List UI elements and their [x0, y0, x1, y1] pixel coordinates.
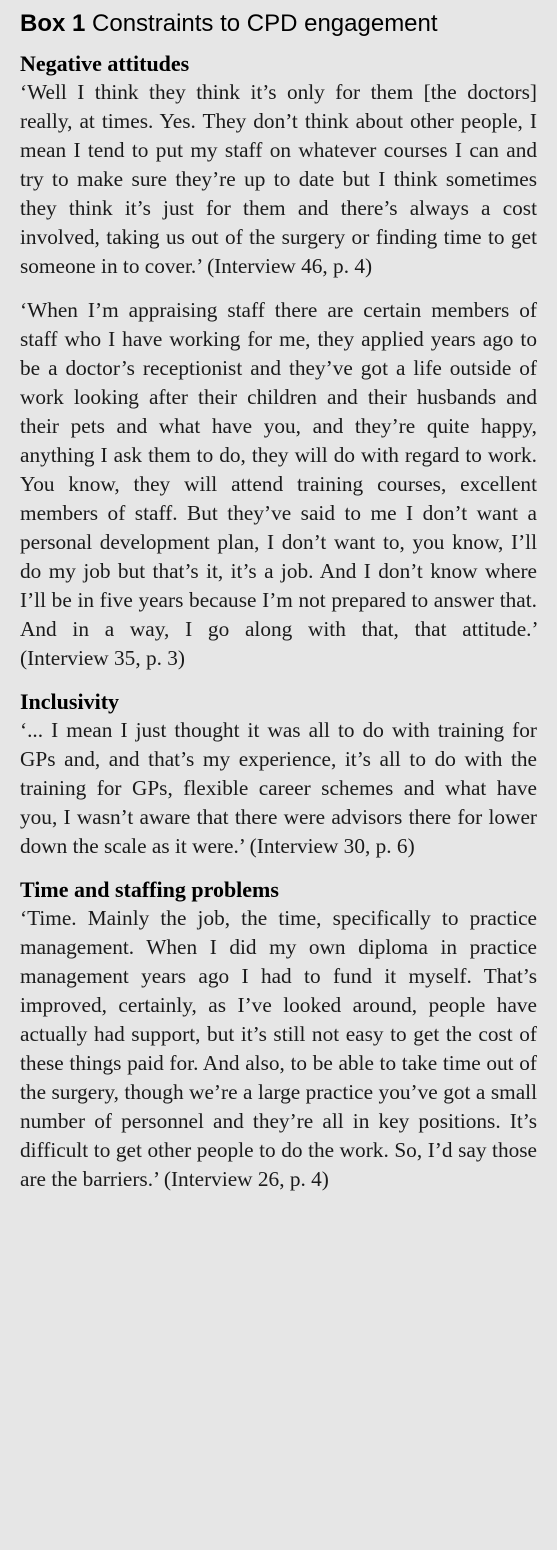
quote-paragraph [20, 904, 537, 1194]
quote-text: ‘Well I think they think it’s only for them [the doctors] really, at times. Yes. They don’t think about other people, I mean I tend to put my staff on whatever courses I can and try to make sure they’re up to date but I think sometimes they think it’s just for them and there’s always a cost involved, taking us out of the surgery or finding time to get someone in to cover.’ [20, 80, 537, 278]
section-heading: Inclusivity [20, 689, 120, 714]
quote-citation: (Interview 26, p. 4) [163, 1167, 329, 1191]
section-inclusivity [20, 688, 537, 861]
section-time-and-staffing [20, 876, 537, 1194]
section-heading: Negative attitudes [20, 51, 190, 76]
box-label: Box 1 [20, 10, 86, 37]
quote-citation: (Interview 30, p. 6) [249, 834, 415, 858]
box-title [20, 0, 537, 50]
quote-text: ‘... I mean I just thought it was all to do with training for GPs and, and that’s my experience, it’s all to do with the training for GPs, flexible career schemes and what have you, I wasn’t aware that there were advisors there for lower down the scale as it were.’ [20, 718, 537, 858]
box-title-text: Constraints to CPD engagement [92, 10, 438, 37]
quote-text: ‘When I’m appraising staff there are certain members of staff who I have working for me, they applied years ago to be a doctor’s receptionist and they’ve got a life outside of work looking after their children and their husbands and their pets and what have you, and they’re quite happy, anything I ask them to do, they will do with regard to work. You know, they will attend training courses, excellent members of staff. But they’ve said to me I don’t want a personal development plan, I don’t want to, you know, I’ll do my job but that’s it, it’s a job. And I don’t know where I’ll be in five years because I’m not prepared to answer that. And in a way, I go along with that, that attitude.’ [20, 298, 537, 641]
section-heading: Time and staffing problems [20, 877, 279, 902]
quote-paragraph [20, 296, 537, 673]
quote-paragraph [20, 78, 537, 281]
section-negative-attitudes [20, 50, 537, 673]
quote-citation: (Interview 35, p. 3) [20, 646, 185, 670]
quote-paragraph [20, 716, 537, 861]
quote-citation: (Interview 46, p. 4) [207, 254, 373, 278]
quote-text: ‘Time. Mainly the job, the time, specifically to practice management. When I did my own diploma in practice management years ago I had to fund it myself. That’s improved, certainly, as I’ve looked around, people have actually had support, but it’s still not easy to get the cost of these things paid for. And also, to be able to take time out of the surgery, though we’re a large practice you’ve got a small number of personnel and they’re all in key positions. It’s difficult to get other people to do the work. So, I’d say those are the barriers.’ [20, 906, 537, 1191]
